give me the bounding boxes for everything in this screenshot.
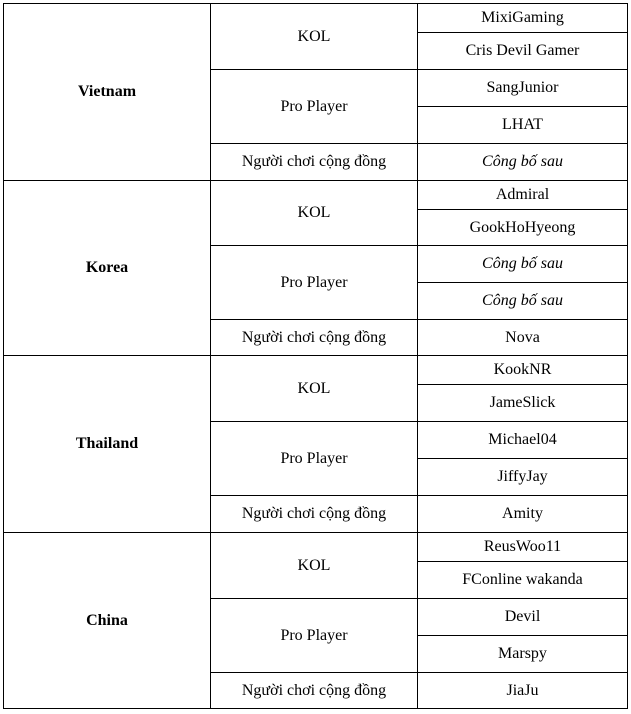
- table-row: [4, 181, 628, 210]
- player-cell: Marspy: [418, 636, 628, 673]
- category-cell-community: Người chơi cộng đồng: [211, 320, 418, 356]
- player-cell: Cris Devil Gamer: [418, 33, 628, 70]
- player-cell: Devil: [418, 599, 628, 636]
- player-cell: Công bố sau: [418, 144, 628, 181]
- player-cell: SangJunior: [418, 70, 628, 107]
- category-cell-pro: Pro Player: [211, 246, 418, 320]
- player-cell: KookNR: [418, 356, 628, 385]
- category-cell-kol: KOL: [211, 533, 418, 599]
- player-cell: Công bố sau: [418, 283, 628, 320]
- country-cell: China: [4, 533, 211, 709]
- player-cell: Admiral: [418, 181, 628, 210]
- player-cell: Michael04: [418, 422, 628, 459]
- country-cell: Thailand: [4, 356, 211, 533]
- country-cell: Vietnam: [4, 4, 211, 181]
- category-cell-kol: KOL: [211, 4, 418, 70]
- player-cell: Nova: [418, 320, 628, 356]
- player-cell: Công bố sau: [418, 246, 628, 283]
- roster-table: [3, 3, 628, 709]
- table-row: [4, 356, 628, 385]
- player-cell: JiaJu: [418, 673, 628, 709]
- table-row: [4, 533, 628, 562]
- player-cell: FConline wakanda: [418, 562, 628, 599]
- category-cell-community: Người chơi cộng đồng: [211, 496, 418, 533]
- player-cell: Amity: [418, 496, 628, 533]
- category-cell-kol: KOL: [211, 356, 418, 422]
- category-cell-pro: Pro Player: [211, 70, 418, 144]
- category-cell-pro: Pro Player: [211, 599, 418, 673]
- category-cell-community: Người chơi cộng đồng: [211, 673, 418, 709]
- player-cell: JameSlick: [418, 385, 628, 422]
- table-row: [4, 4, 628, 33]
- category-cell-kol: KOL: [211, 181, 418, 246]
- category-cell-community: Người chơi cộng đồng: [211, 144, 418, 181]
- player-cell: ReusWoo11: [418, 533, 628, 562]
- player-cell: LHAT: [418, 107, 628, 144]
- player-cell: GookHoHyeong: [418, 210, 628, 246]
- category-cell-pro: Pro Player: [211, 422, 418, 496]
- player-cell: MixiGaming: [418, 4, 628, 33]
- country-cell: Korea: [4, 181, 211, 356]
- player-cell: JiffyJay: [418, 459, 628, 496]
